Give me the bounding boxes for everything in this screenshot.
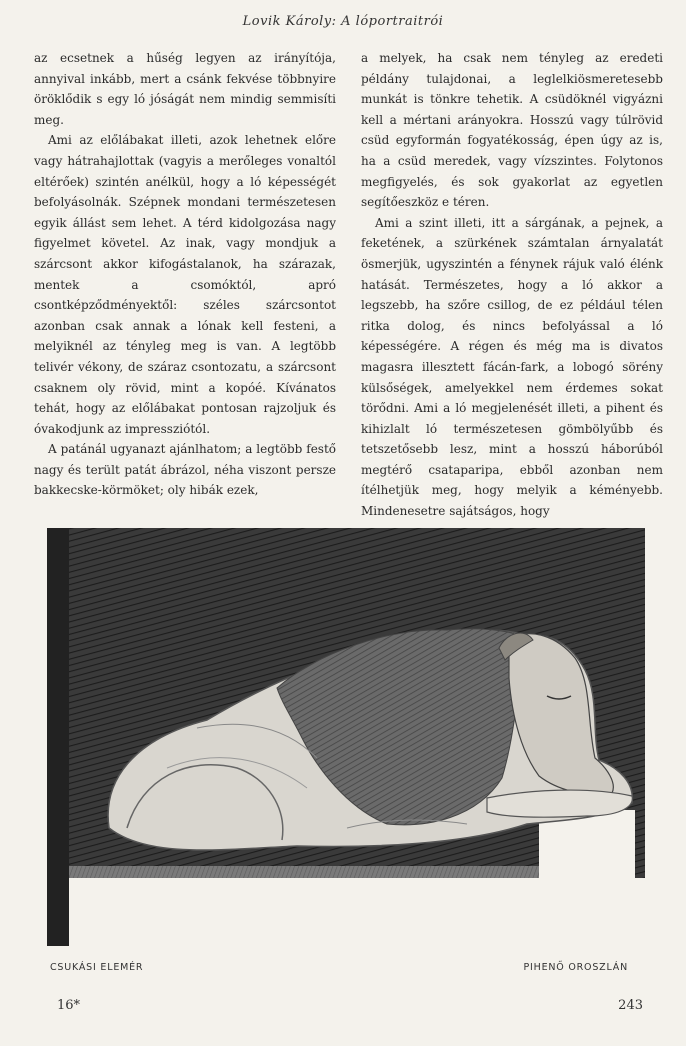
lion-illustration <box>47 528 645 946</box>
signature-mark: 16* <box>57 998 81 1013</box>
paragraph: Ami az előlábakat illeti, azok lehetnek előre vagy hátrahajlottak (vagyis a merőleges vonaltól eltérőek) szintén anélkül, hogy a ló képességét befolyásolnák. Szépnek mondani természetesen egyik állást sem lehet. A térd kidolgozása nagy figyelmet követel. Az inak, vagy mondjuk a szárcsont akkor kifogástalanok, ha szárazak, mentek a csomóktól, apró csontképződményektől: széles szárcsontot azonban csak annak a lónak kell festeni, a melyiknél az tényleg meg is van. A legtöbb telivér vékony, de száraz csontozatu, a szárcsont csaknem oly rövid, mint a kopóé. Kívánatos tehát, hogy az előlábakat pontosan rajzoljuk és óvakodjunk az impressziótól. <box>34 133 336 436</box>
page-number: 243 <box>618 998 643 1013</box>
paragraph: A patánál ugyanazt ajánlhatom; a legtöbb festő nagy és terült patát ábrázol, néha viszont persze bakkecske-körmöket; oly hibák ezek, <box>34 442 336 498</box>
figure-title: PIHENŐ OROSZLÁN <box>523 962 628 973</box>
left-column <box>34 48 336 501</box>
paragraph: az ecsetnek a hűség legyen az irányítója, annyival inkább, mert a csánk fekvése többnyire öröklődik s egy ló jóságát nem mindig semmisíti meg. <box>34 51 336 127</box>
paragraph: Ami a szint illeti, itt a sárgának, a pejnek, a feketének, a szürkének számtalan árnyalatát ösmerjük, ugyszintén a fénynek rájuk való élénk hatását. Természetes, hogy a ló akkor a legszebb, ha szőre csillog, de ez például télen ritka dolog, és nincs befolyással a ló képességére. A régen és még ma is divatos magasra illesztett fácán-fark, a lobogó sörény külsőségek, amelyekkel nem érdemes sokat törődni. Ami a ló megjelenését illeti, a pihent és kihizlalt ló természetesen gömbölyűbb és tetszetősebb lesz, mint a hosszú háborúból megtérő csataparipa, ebből azonban nem ítélhetjük meg, hogy melyik a kéményebb. Mindenesetre sajátságos, hogy <box>361 215 663 519</box>
running-head: Lovik Károly: A lóportraitrói <box>242 14 444 29</box>
right-column <box>361 48 663 522</box>
paragraph: a melyek, ha csak nem tényleg az eredeti példány tulajdonai, a leglelkiösmeretesebb munkát is tönkre tehetik. A csüdöknél vigyázni kell a mértani arányokra. Hosszú vagy túlrövid csüd egyformán fogyatékosság, épen úgy az is, ha a csüd meredek, vagy vízszintes. Folytonos megfigyelés, és sok gyakorlat az egyetlen segítőeszköz e téren. <box>361 51 663 210</box>
figure-artist: CSUKÁSI ELEMÉR <box>50 962 144 973</box>
